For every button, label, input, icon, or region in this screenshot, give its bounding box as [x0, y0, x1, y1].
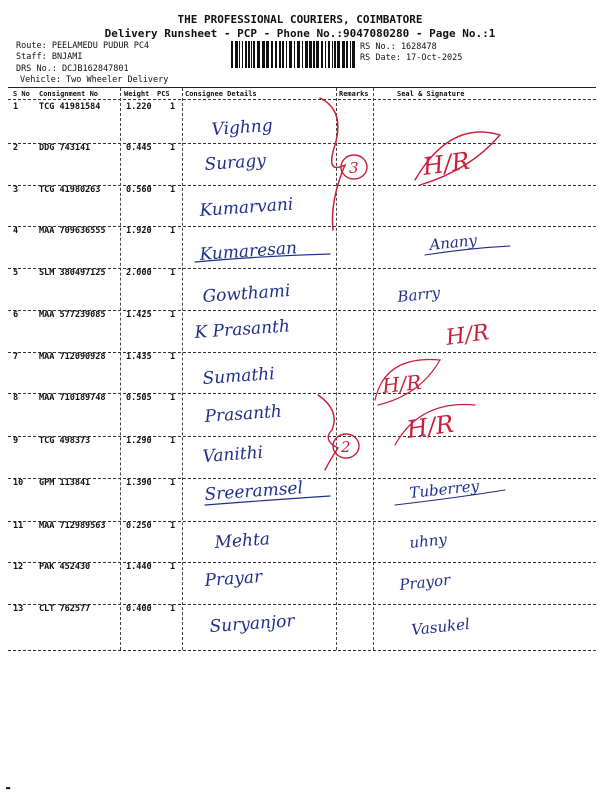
staff-label: Staff: BNJAMI [16, 52, 83, 62]
row-weight: 0.505 [126, 393, 152, 403]
consignee-handwriting: Mehta [213, 529, 271, 553]
row-pcs: 1 [170, 268, 176, 278]
row-consignment-no: MAA 709636555 [39, 226, 106, 236]
consignee-handwriting: Kumaresan [198, 238, 298, 265]
row-weight: 2.000 [126, 268, 152, 278]
row-sno: 1 [13, 102, 19, 112]
row-consignment-no: SLM 380497125 [39, 268, 106, 278]
row-consignment-no: GPM 113841 [39, 478, 91, 488]
row-consignment-no: MAA 577239085 [39, 310, 106, 320]
row-weight: 0.560 [126, 185, 152, 195]
row-consignment-no: MAA 710189748 [39, 393, 106, 403]
row-consignment-no: CLT 762577 [39, 604, 91, 614]
col-sno-header: S No [13, 90, 30, 98]
row-pcs: 1 [170, 102, 176, 112]
vehicle-label: Vehicle: Two Wheeler Delivery [20, 75, 169, 85]
row-weight: 1.920 [126, 226, 152, 236]
row-pcs: 1 [170, 562, 176, 572]
consignee-handwriting: Suragy [203, 150, 267, 175]
scan-mark: ▬ [6, 784, 11, 792]
route-label: Route: PEELAMEDU PUDUR PC4 [16, 41, 150, 51]
row-pcs: 1 [170, 393, 176, 403]
row-sno: 5 [13, 268, 19, 278]
runsheet-subtitle: Delivery Runsheet - PCP - Phone No.:9047080280 - Page No.:1 [104, 27, 496, 40]
consignee-handwriting: Gowthami [201, 280, 291, 307]
rs-number: RS No.: 1628478 [360, 42, 437, 52]
col-weight-header: Weight [124, 90, 150, 98]
hr-seal-note: H/R [404, 409, 456, 444]
row-consignment-no: PAK 452430 [39, 562, 91, 572]
signature: Barry [396, 283, 441, 306]
row-weight: 1.440 [126, 562, 152, 572]
row-pcs: 1 [170, 352, 176, 362]
row-weight: 1.290 [126, 436, 152, 446]
row-weight: 0.445 [126, 143, 152, 153]
consignee-handwriting: Sreeramsel [203, 478, 304, 505]
row-consignment-no: TCG 41980263 [39, 185, 101, 195]
row-weight: 1.390 [126, 478, 152, 488]
col-seal-header: Seal & Signature [397, 90, 465, 98]
row-sno: 9 [13, 436, 19, 446]
row-sno: 3 [13, 185, 19, 195]
row-pcs: 1 [170, 436, 176, 446]
row-pcs: 1 [170, 226, 176, 236]
consignee-handwriting: K Prasanth [193, 316, 291, 343]
signature: uhny [408, 530, 448, 552]
signature: Tuberrey [408, 476, 480, 502]
col-remarks-header: Remarks [339, 90, 369, 98]
row-sno: 6 [13, 310, 19, 320]
row-sno: 4 [13, 226, 19, 236]
row-weight: 1.220 [126, 102, 152, 112]
row-consignment-no: DDG 743141 [39, 143, 91, 153]
row-pcs: 1 [170, 478, 176, 488]
signature: Vasukel [410, 614, 471, 639]
drs-label: DRS No.: DCJB162847801 [16, 64, 129, 74]
row-weight: 1.425 [126, 310, 152, 320]
row-sno: 7 [13, 352, 19, 362]
consignee-handwriting: Vanithi [201, 442, 264, 467]
consignee-handwriting: Prayar [203, 567, 263, 591]
row-weight: 0.250 [126, 521, 152, 531]
row-pcs: 1 [170, 310, 176, 320]
company-title: THE PROFESSIONAL COURIERS, COIMBATORE [177, 13, 423, 26]
consignee-handwriting: Suryanjor [208, 611, 296, 637]
red-bracket [318, 395, 338, 470]
consignee-handwriting: Sumathi [201, 364, 276, 389]
col-consignment-header: Consignment No [39, 90, 99, 98]
hr-seal-note: H/R [444, 320, 491, 351]
row-weight: 0.400 [126, 604, 152, 614]
row-sno: 13 [13, 604, 24, 614]
consignee-handwriting: Vighng [210, 115, 274, 140]
circled-count-number: 3 [349, 159, 359, 177]
consignee-handwriting: Prasanth [203, 401, 283, 427]
hr-seal-note: H/R [420, 146, 472, 181]
row-pcs: 1 [170, 185, 176, 195]
rs-date: RS Date: 17-Oct-2025 [360, 53, 463, 63]
row-sno: 2 [13, 143, 19, 153]
row-pcs: 1 [170, 521, 176, 531]
consignee-handwriting: Kumarvani [198, 194, 294, 221]
row-sno: 11 [13, 521, 24, 531]
row-pcs: 1 [170, 604, 176, 614]
hr-seal-note: H/R [381, 370, 423, 398]
row-sno: 10 [13, 478, 24, 488]
row-weight: 1.435 [126, 352, 152, 362]
row-consignment-no: TCG 41981584 [39, 102, 101, 112]
row-sno: 12 [13, 562, 24, 572]
signature: Anany [428, 231, 478, 254]
row-consignment-no: TCG 498373 [39, 436, 91, 446]
row-consignment-no: MAA 712989563 [39, 521, 106, 531]
signature: Prayor [398, 570, 452, 594]
row-consignment-no: MAA 712090928 [39, 352, 106, 362]
col-consignee-header: Consignee Details [185, 90, 257, 98]
col-pcs-header: PCS [157, 90, 170, 98]
row-sno: 8 [13, 393, 19, 403]
row-pcs: 1 [170, 143, 176, 153]
circled-count-number: 2 [341, 438, 351, 456]
